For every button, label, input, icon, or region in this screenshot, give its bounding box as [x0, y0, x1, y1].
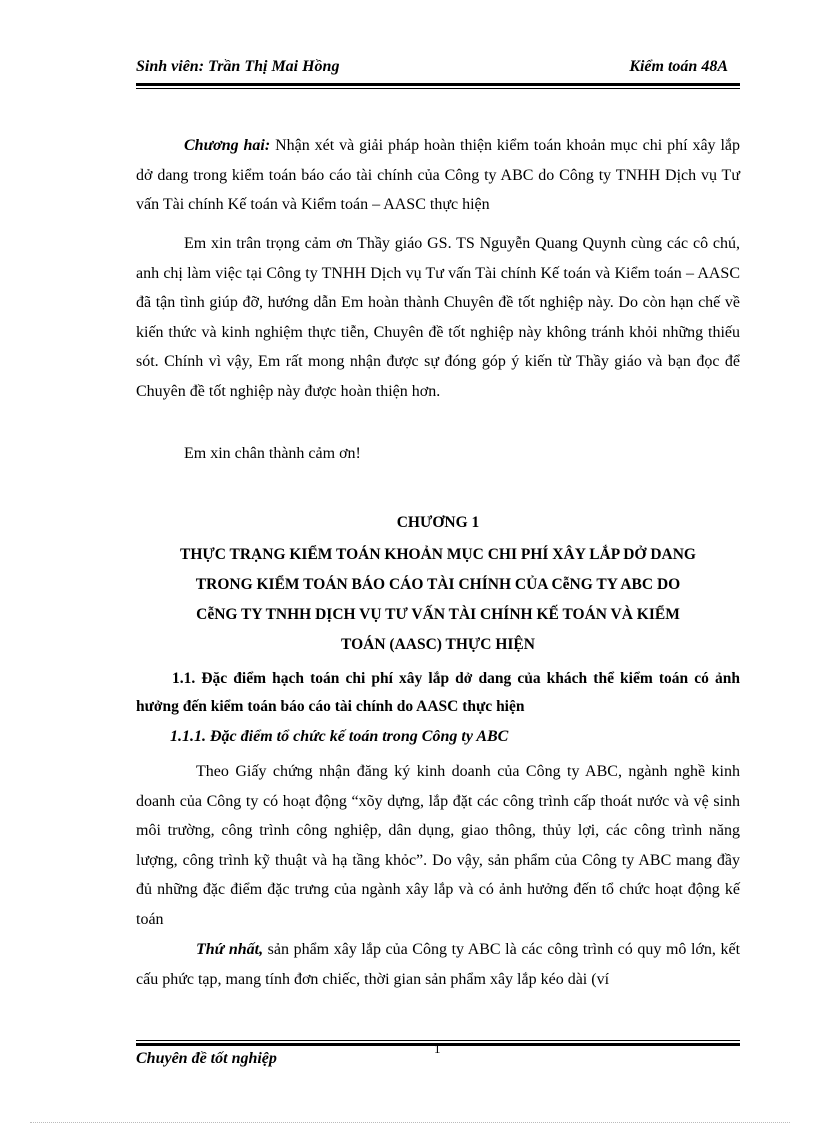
section-heading-1-1-1: 1.1.1. Đặc điểm tổ chức kế toán trong Công ty ABC — [170, 728, 509, 745]
chapter-two-lead: Chương hai: — [184, 137, 271, 154]
header-rule-thick — [136, 83, 740, 86]
page-header — [136, 58, 740, 82]
footer-label: Chuyên đề tốt nghiệp — [136, 1050, 277, 1067]
chapter-title-line-1: THỰC TRẠNG KIỂM TOÁN KHOẢN MỤC CHI PHÍ XÂY LẮP DỞ DANG — [180, 546, 696, 563]
body-paragraph-2-text: sản phẩm xây lắp của Công ty ABC là các công trình có quy mô lớn, kết cấu phức tạp, mang tính đơn chiếc, thời gian sản phẩm xây lắp kéo dài (ví — [136, 941, 741, 988]
chapter-title-line-4: TOÁN (AASC) THỰC HIỆN — [341, 636, 535, 653]
body-paragraph-1: Theo Giấy chứng nhận đăng ký kinh doanh của Công ty ABC, ngành nghề kinh doanh của Công ty có hoạt động “xõy dựng, lắp đặt các công trình cấp thoát nước và vệ sinh môi trường, công trình công nghiệp, dân dụng, giao thông, thủy lợi, các công trình năng lượng, công trình kỹ thuật và hạ tầng khỏc”. Do vậy, sản phẩm của Công ty ABC mang đầy đủ những đặc điểm đặc trưng của ngành xây lắp và có ảnh hưởng đến tổ chức hoạt động kế toán — [136, 763, 740, 928]
chapter-two-paragraph — [136, 131, 740, 220]
section-heading-1-1: 1.1. Đặc điểm hạch toán chi phí xây lắp dở dang của khách thể kiểm toán có ảnh hưởng đến kiểm toán báo cáo tài chính do AASC thực hiện — [136, 670, 740, 715]
header-class: Kiểm toán 48A — [629, 58, 728, 75]
chapter-two-text: Nhận xét và giải pháp hoàn thiện kiểm toán khoản mục chi phí xây lắp dở dang trong kiểm toán báo cáo tài chính của Công ty ABC do Công ty TNHH Dịch vụ Tư vấn Tài chính Kế toán và Kiểm toán – AASC thực hiện — [136, 137, 741, 213]
header-rule-thin — [136, 88, 740, 89]
chapter-number: CHƯƠNG 1 — [396, 514, 480, 531]
thanks-paragraph: Em xin trân trọng cảm ơn Thầy giáo GS. TS Nguyễn Quang Quynh cùng các cô chú, anh chị làm việc tại Công ty TNHH Dịch vụ Tư vấn Tài chính Kế toán và Kiểm toán – AASC đã tận tình giúp đỡ, hướng dẫn Em hoàn thành Chuyên đề tốt nghiệp này. Do còn hạn chế về kiến thức và kinh nghiệm thực tiễn, Chuyên đề tốt nghiệp này không tránh khỏi những thiếu sót. Chính vì vậy, Em rất mong nhận được sự đóng góp ý kiến từ Thầy giáo và bạn đọc để Chuyên đề tốt nghiệp này được hoàn thiện hơn. — [136, 235, 740, 400]
page-number: 1 — [434, 1041, 441, 1056]
closing-paragraph: Em xin chân thành cảm ơn! — [184, 445, 361, 462]
header-student-name: Sinh viên: Trần Thị Mai Hồng — [136, 58, 340, 75]
body-paragraph-2 — [136, 935, 740, 994]
chapter-title-line-3: CễNG TY TNHH DỊCH VỤ TƯ VẤN TÀI CHÍNH KẾ TOÁN VÀ KIỂM — [196, 606, 680, 623]
chapter-title-line-2: TRONG KIỂM TOÁN BÁO CÁO TÀI CHÍNH CỦA CễNG TY ABC DO — [195, 576, 681, 593]
body-paragraph-2-lead: Thứ nhất, — [196, 941, 264, 958]
